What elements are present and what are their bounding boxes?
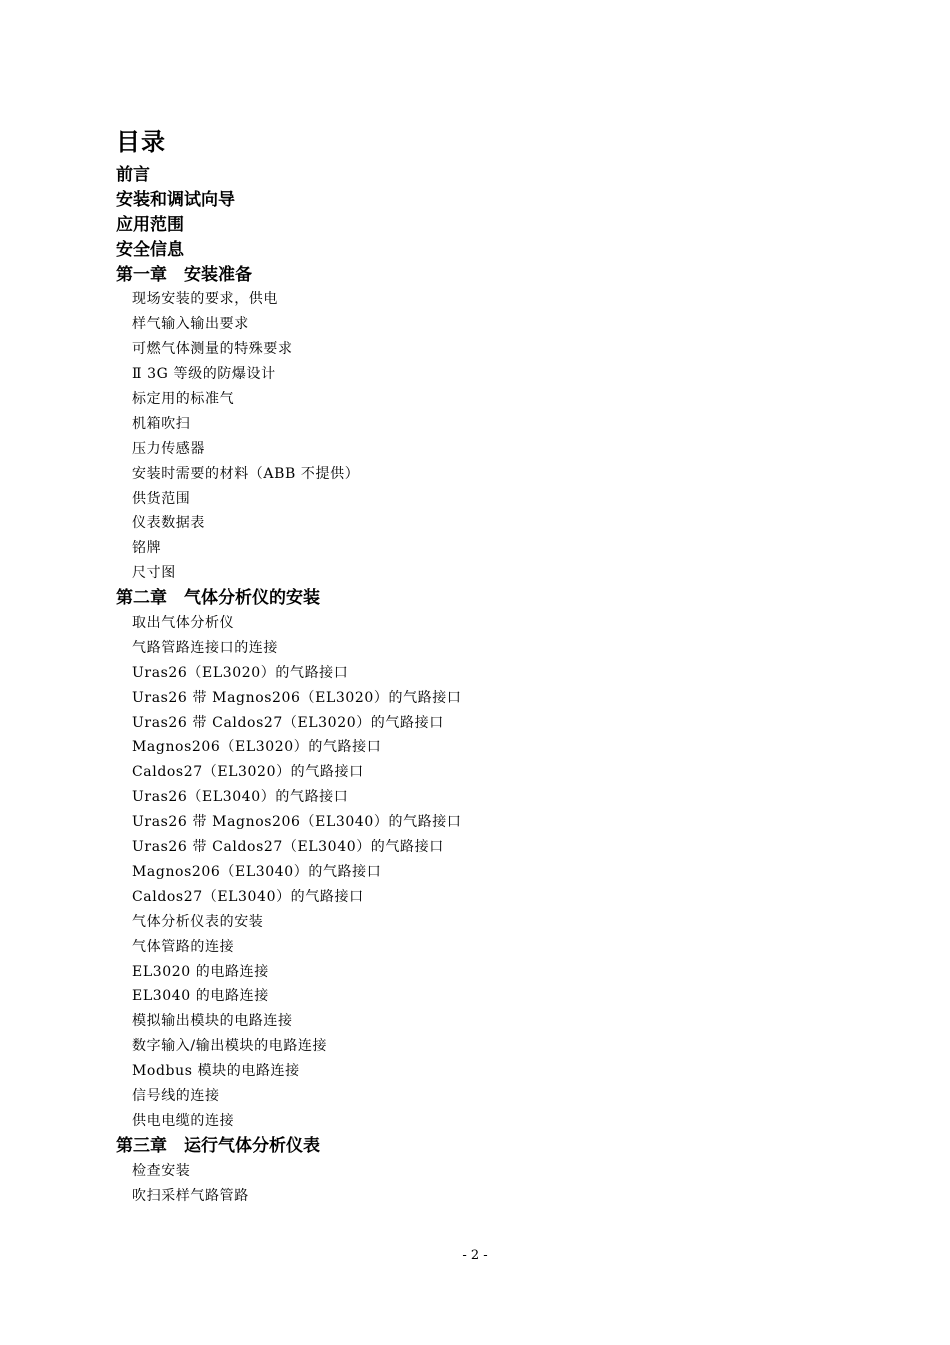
toc-section-entry: 供货范围 [132, 490, 191, 507]
toc-section-entry: 安装时需要的材料（ABB 不提供） [132, 465, 360, 482]
toc-list [116, 163, 876, 1208]
toc-section-entry: Ⅱ 3G 等级的防爆设计 [132, 366, 276, 383]
toc-section-entry: EL3020 的电路连接 [132, 963, 269, 980]
toc-section-entry: 压力传感器 [132, 440, 205, 457]
toc-section-entry: 现场安装的要求，供电 [132, 291, 278, 308]
toc-chapter-entry: 前言 [116, 165, 150, 185]
page-number: - 2 - [462, 1248, 488, 1263]
toc-section-entry: 标定用的标准气 [132, 391, 235, 408]
toc-section-entry: 气体分析仪表的安装 [132, 913, 264, 930]
toc-section-entry: 信号线的连接 [132, 1087, 220, 1104]
toc-section-entry: Caldos27（EL3020）的气路接口 [132, 764, 364, 781]
toc-section-entry: 可燃气体测量的特殊要求 [132, 341, 293, 358]
toc-chapter-entry: 第一章 安装准备 [116, 264, 252, 285]
toc-section-entry: 检查安装 [132, 1162, 191, 1179]
toc-section-entry: Magnos206（EL3040）的气路接口 [132, 863, 382, 880]
toc-section-entry: Uras26 带 Magnos206（EL3040）的气路接口 [132, 814, 462, 831]
toc-section-entry: 机箱吹扫 [132, 415, 191, 432]
toc-section-entry: EL3040 的电路连接 [132, 988, 269, 1005]
toc-section-entry: 供电电缆的连接 [132, 1112, 235, 1129]
toc-chapter-entry: 安装和调试向导 [116, 189, 235, 210]
toc-section-entry: Uras26 带 Caldos27（EL3020）的气路接口 [132, 714, 444, 731]
toc-title: 目录 [116, 127, 166, 156]
toc-chapter-entry: 第三章 运行气体分析仪表 [116, 1135, 320, 1156]
toc-section-entry: 吹扫采样气路管路 [132, 1187, 249, 1204]
toc-section-entry: 取出气体分析仪 [132, 615, 235, 632]
toc-section-entry: 铭牌 [132, 540, 162, 557]
toc-section-entry: 模拟输出模块的电路连接 [132, 1013, 293, 1030]
toc-chapter-entry: 第二章 气体分析仪的安装 [116, 588, 320, 609]
toc-chapter-entry: 安全信息 [116, 239, 184, 260]
toc-section-entry: Uras26（EL3040）的气路接口 [132, 789, 349, 806]
toc-section-entry: 气体管路的连接 [132, 938, 235, 955]
toc-section-entry: Magnos206（EL3020）的气路接口 [132, 739, 382, 756]
toc-section-entry: Caldos27（EL3040）的气路接口 [132, 888, 364, 905]
toc-section-entry: Uras26 带 Magnos206（EL3020）的气路接口 [132, 689, 462, 706]
toc-section-entry: 仪表数据表 [132, 515, 205, 532]
toc-section-entry: Modbus 模块的电路连接 [132, 1063, 300, 1080]
toc-section-entry: 尺寸图 [132, 565, 176, 582]
toc-section-entry: 数字输入/输出模块的电路连接 [132, 1038, 328, 1055]
toc-section-entry: 气路管路连接口的连接 [132, 639, 278, 656]
toc-section-entry: 样气输入输出要求 [132, 316, 249, 333]
toc-section-entry: Uras26（EL3020）的气路接口 [132, 664, 349, 681]
toc-section-entry: Uras26 带 Caldos27（EL3040）的气路接口 [132, 839, 444, 856]
toc-chapter-entry: 应用范围 [116, 214, 184, 235]
